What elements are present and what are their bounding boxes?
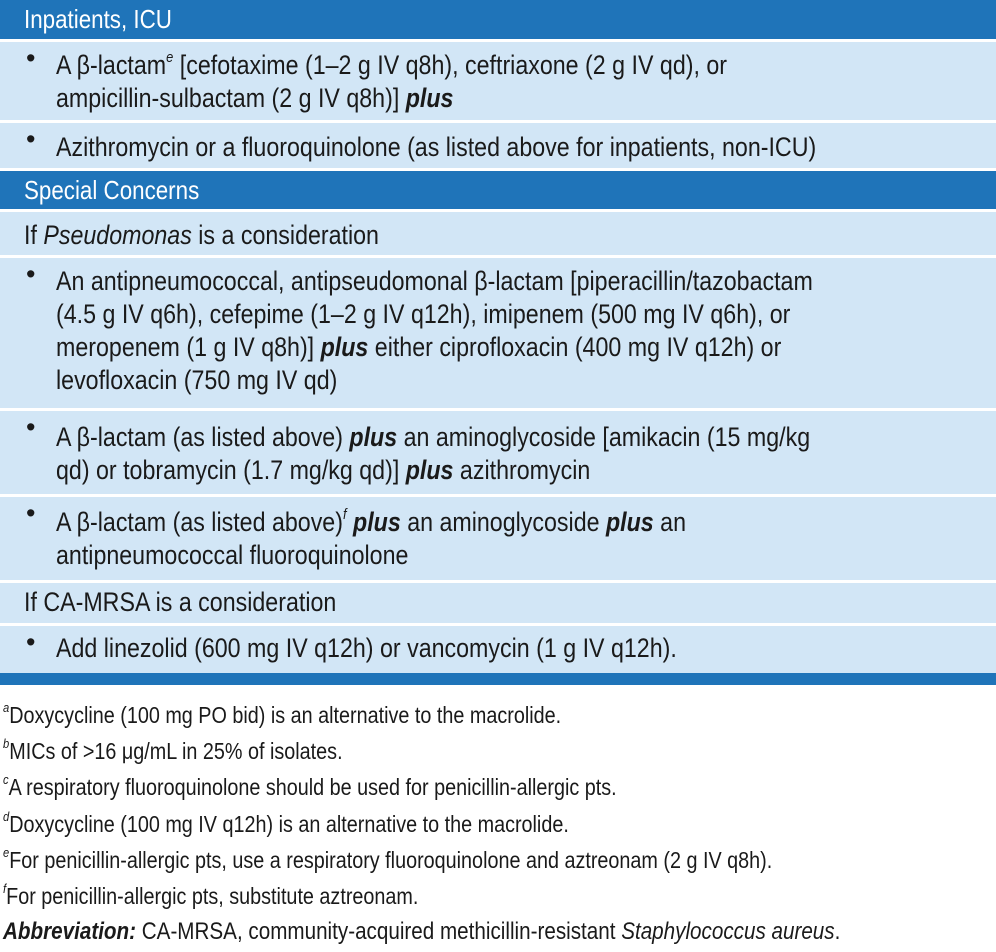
footnote-a: $^a$Doxycycline (100 mg PO bid) is an alternative to the macrolide. (3, 700, 562, 728)
list-item: • A β-lactam (as listed above)$^f$ plus an aminoglycoside plus an antipneumococcal fluoroquinolone (0, 497, 996, 580)
table-bottom-rule (0, 673, 996, 685)
list-item: • A β-lactam (as listed above) plus an aminoglycoside [amikacin (15 mg/kg qd) or tobramycin (1.7 mg/kg qd)] plus azithromycin (0, 411, 996, 494)
footnote-e: $^e$For penicillin-allergic pts, use a respiratory fluoroquinolone and aztreonam (2 g IV q8h). (3, 845, 773, 873)
abbreviation-note: Abbreviation: CA-MRSA, community-acquired methicillin-resistant Staphylococcus aureus. (3, 918, 841, 945)
subheading-pseudomonas: If Pseudomonas is a consideration (0, 212, 996, 255)
footnote-d: $^d$Doxycycline (100 mg IV q12h) is an alternative to the macrolide. (3, 809, 569, 837)
footnote-f: $^f$For penicillin-allergic pts, substitute aztreonam. (3, 881, 419, 909)
list-item: • An antipneumococcal, antipseudomonal β-lactam [piperacillin/tazobactam (4.5 g IV q6h), cefepime (1–2 g IV q12h), imipenem (500 mg IV q6h), or meropenem (1 g IV q8h)] plus either ciprofloxacin (400 mg IV q12h) or levofloxacin (750 mg IV qd) (0, 258, 996, 408)
list-item: • A β-lactam$^e$ [cefotaxime (1–2 g IV q8h), ceftriaxone (2 g IV qd), or ampicillin-sulbactam (2 g IV q8h)] plus (0, 42, 996, 120)
list-item: • Azithromycin or a fluoroquinolone (as listed above for inpatients, non-ICU) (0, 123, 996, 168)
list-item: • Add linezolid (600 mg IV q12h) or vancomycin (1 g IV q12h). (0, 626, 996, 673)
section-header-special: Special Concerns (0, 171, 996, 209)
section-header-icu: Inpatients, ICU (0, 0, 996, 39)
footnote-b: $^b$MICs of >16 μg/mL in 25% of isolates. (3, 736, 343, 764)
subheading-mrsa: If CA-MRSA is a consideration (0, 583, 996, 623)
footnote-c: $^c$A respiratory fluoroquinolone should be used for penicillin-allergic pts. (3, 772, 617, 800)
